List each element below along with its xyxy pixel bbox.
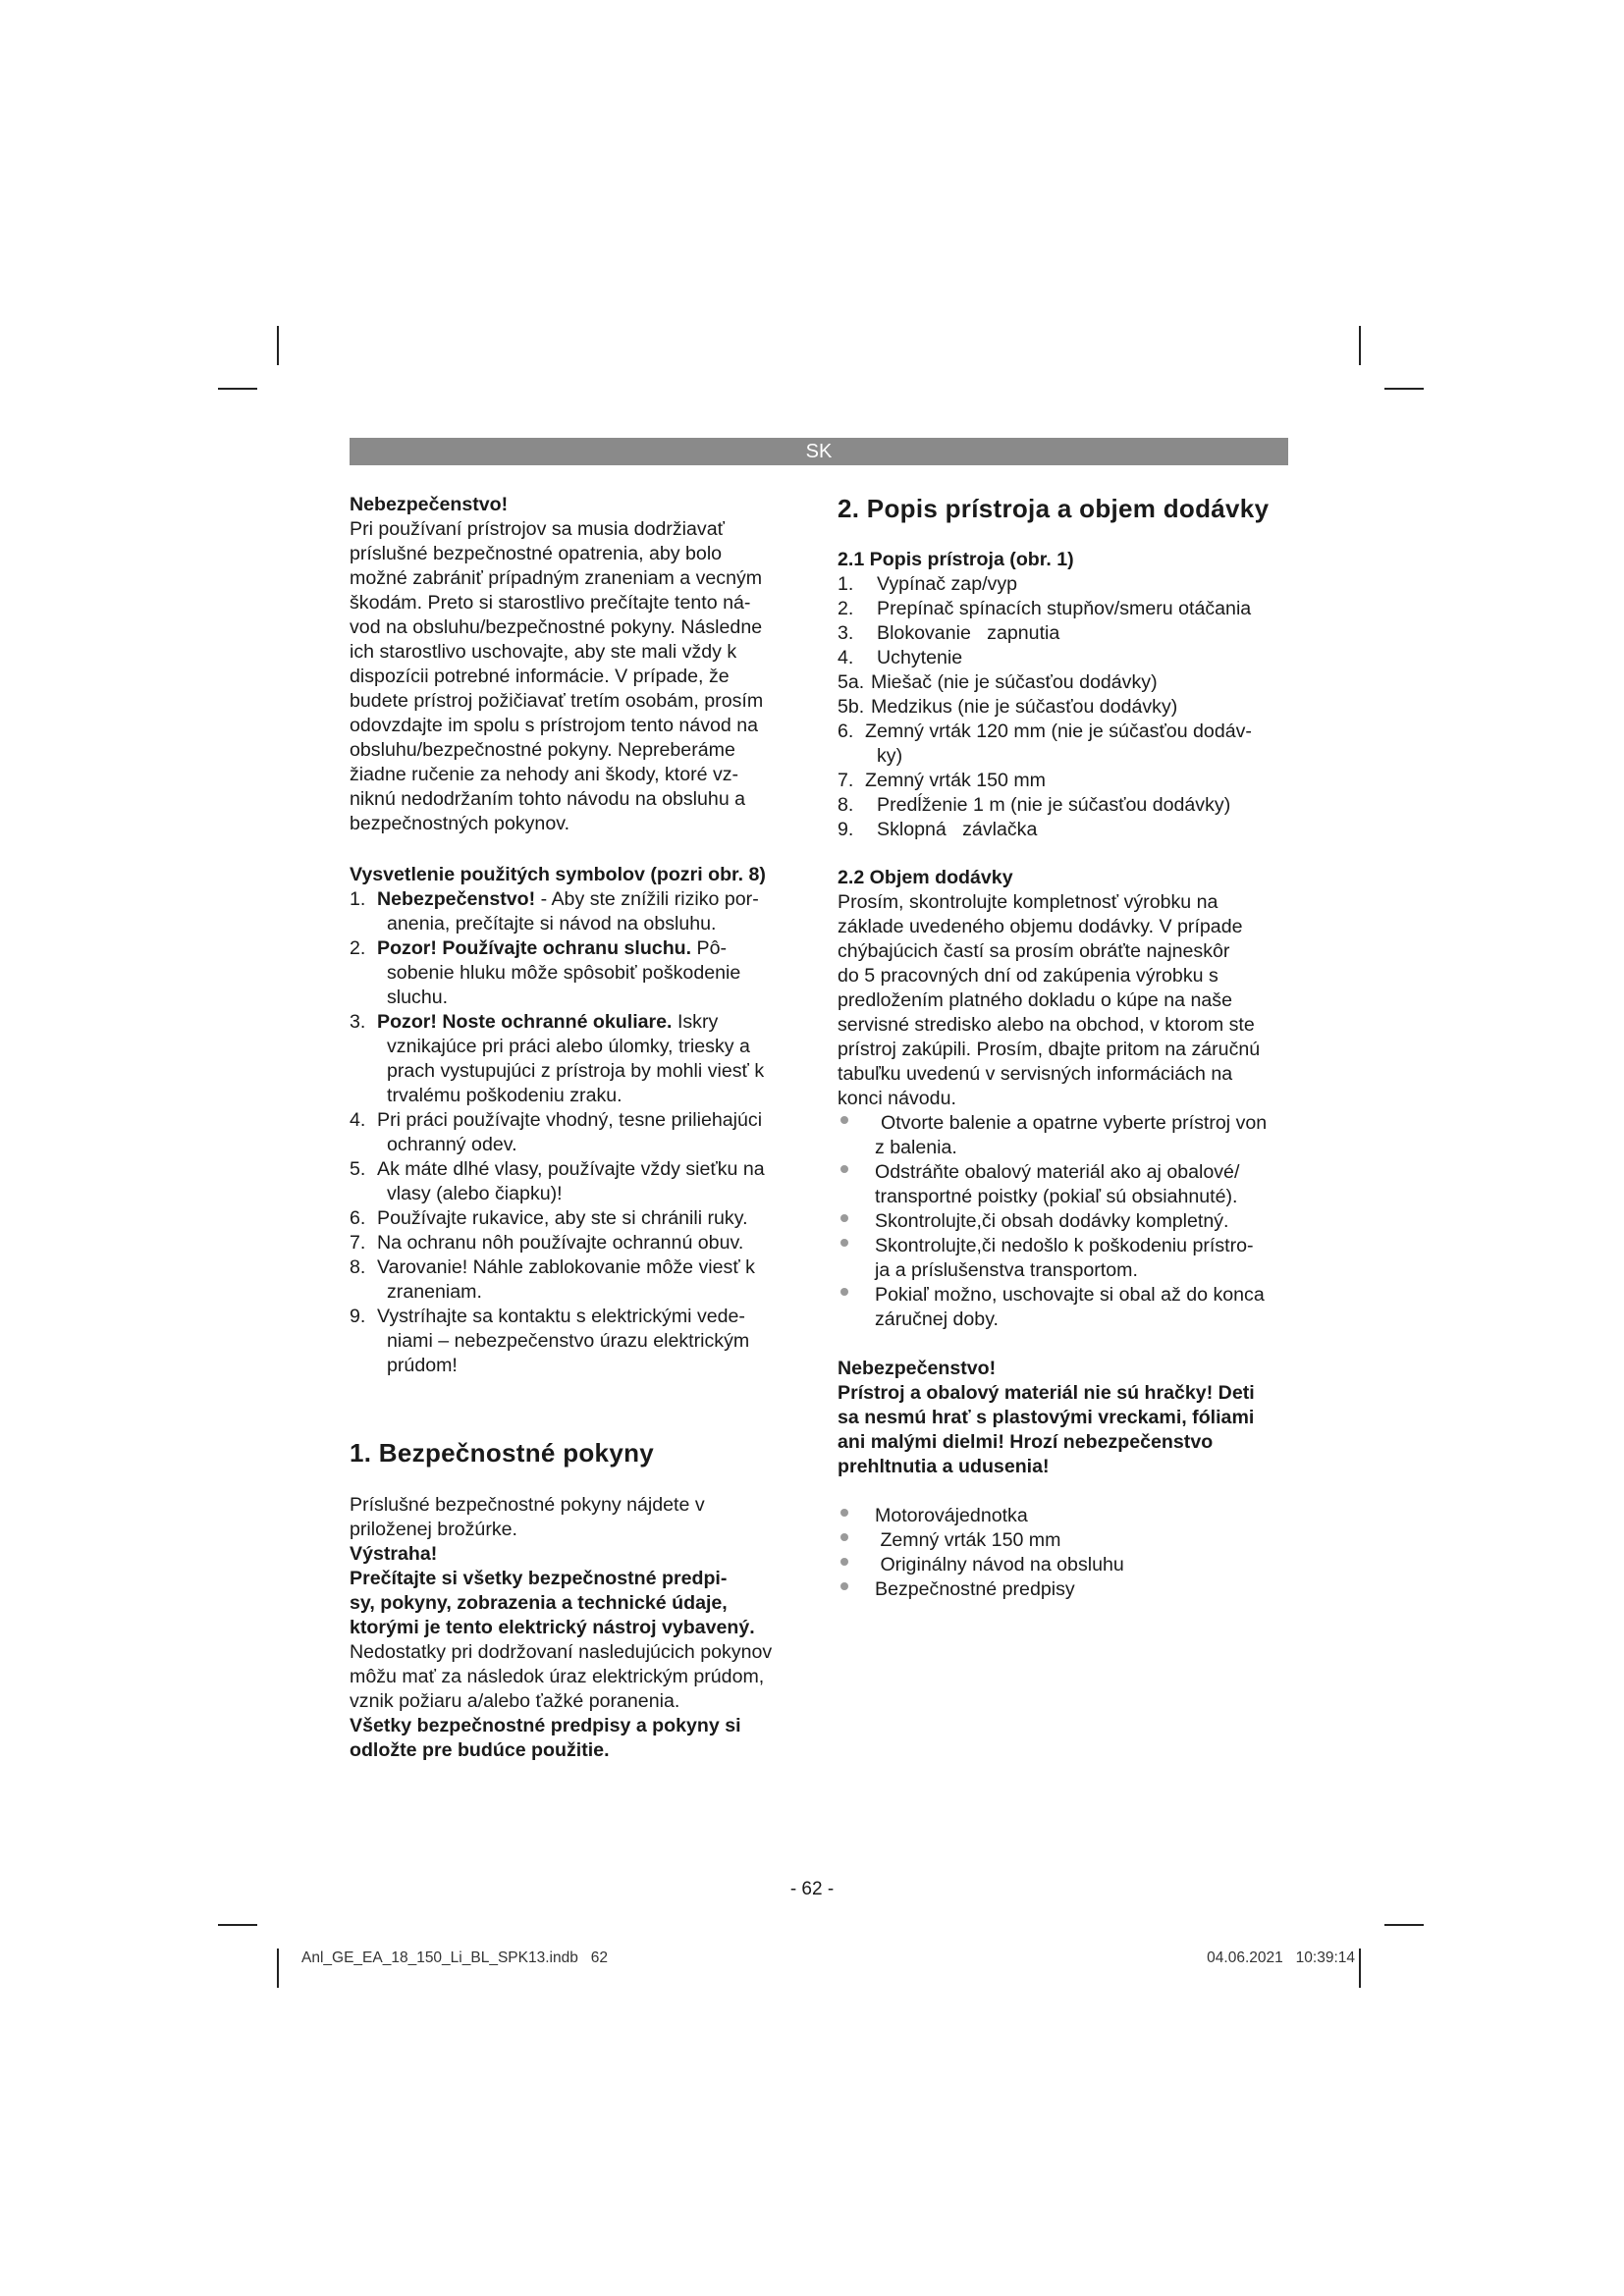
bullet-icon bbox=[840, 1509, 848, 1517]
bullet-item bbox=[838, 1111, 1291, 1160]
text-line: Prečítajte si všetky bezpečnostné predpi- bbox=[350, 1568, 728, 1589]
list-number: 7. bbox=[838, 770, 854, 791]
text-line: ktorými je tento elektrický nástroj vybavený. bbox=[350, 1617, 755, 1638]
text-line: sobenie hluku môže spôsobiť poškodenie bbox=[387, 962, 741, 984]
text-line: Motorovájednotka bbox=[875, 1505, 1028, 1526]
text-line: Sklopná závlačka bbox=[877, 819, 1038, 840]
text-line: chýbajúcich častí sa prosím obráťte najneskôr bbox=[838, 940, 1230, 962]
language-header-bar: SK bbox=[350, 438, 1288, 465]
text-line: Prístroj a obalový materiál nie sú hračky! Deti bbox=[838, 1382, 1255, 1404]
text-line: Uchytenie bbox=[877, 647, 963, 668]
subsection-2-2-paragraph bbox=[838, 890, 1291, 1111]
bullet-item bbox=[838, 1209, 1291, 1234]
text-line: Otvorte balenie a opatrne vyberte prístroj von bbox=[881, 1112, 1268, 1134]
danger-2-title: Nebezpečenstvo! bbox=[838, 1358, 997, 1379]
footer-filename: Anl_GE_EA_18_150_Li_BL_SPK13.indb 62 bbox=[301, 1949, 608, 1966]
text-line: Blokovanie zapnutia bbox=[877, 622, 1060, 644]
bullet-icon bbox=[840, 1582, 848, 1590]
warning-bold-text bbox=[350, 1567, 811, 1640]
text-line: Skontrolujte,či nedošlo k poškodeniu prístro- bbox=[875, 1235, 1254, 1256]
text-line: Zemný vrták 150 mm bbox=[865, 770, 1047, 791]
page-number: - 62 - bbox=[789, 1879, 835, 1899]
bullet-item bbox=[838, 1553, 1291, 1577]
list-number: 5. bbox=[350, 1158, 366, 1180]
crop-mark bbox=[277, 326, 279, 365]
text-line: žiadne ručenie za nehody ani škody, ktoré vz- bbox=[350, 764, 739, 785]
text-line: dispozícii potrebné informácie. V prípade, že bbox=[350, 666, 730, 687]
list-item bbox=[350, 936, 811, 1010]
text-line: do 5 pracovných dní od zakúpenia výrobku s bbox=[838, 965, 1218, 987]
list-number: 1. bbox=[838, 573, 854, 595]
text-line: vlasy (alebo čiapku)! bbox=[387, 1183, 563, 1204]
list-item bbox=[838, 695, 1291, 720]
text-line: bezpečnostných pokynov. bbox=[350, 813, 570, 834]
text-line: Na ochranu nôh používajte ochrannú obuv. bbox=[377, 1232, 744, 1254]
text-line: priloženej brožúrke. bbox=[350, 1519, 517, 1540]
list-number: 8. bbox=[350, 1256, 366, 1278]
text-line: ich starostlivo uschovajte, aby ste mali vždy k bbox=[350, 641, 737, 663]
list-number: 2. bbox=[838, 598, 854, 619]
list-item bbox=[350, 1255, 811, 1305]
list-item bbox=[350, 1157, 811, 1206]
bullet-icon bbox=[840, 1165, 848, 1173]
text-line: odovzdajte im spolu s prístrojom tento návod na bbox=[350, 715, 759, 736]
bullet-icon bbox=[840, 1558, 848, 1566]
text-line: sluchu. bbox=[387, 987, 449, 1008]
left-column bbox=[350, 493, 811, 1763]
bullet-item bbox=[838, 1504, 1291, 1528]
footer-datetime: 04.06.2021 10:39:14 bbox=[1207, 1949, 1355, 1966]
unpacking-checklist bbox=[838, 1111, 1291, 1332]
list-item bbox=[838, 597, 1291, 621]
crop-mark bbox=[218, 388, 257, 390]
parts-list bbox=[838, 572, 1291, 842]
text-line: sy, pokyny, zobrazenia a technické údaje, bbox=[350, 1592, 728, 1614]
bullet-item bbox=[838, 1234, 1291, 1283]
text-line: Pri používaní prístrojov sa musia dodržiavať bbox=[350, 518, 725, 540]
text-line: vznik požiaru a/alebo ťažké poranenia. bbox=[350, 1690, 680, 1712]
bullet-icon bbox=[840, 1214, 848, 1222]
text-line: Medzikus (nie je súčasťou dodávky) bbox=[871, 696, 1178, 718]
delivery-list bbox=[838, 1504, 1291, 1602]
text-line: ani malými dielmi! Hrozí nebezpečenstvo bbox=[838, 1431, 1214, 1453]
subsection-2-1-title: 2.1 Popis prístroja (obr. 1) bbox=[838, 549, 1074, 570]
list-number: 4. bbox=[838, 647, 854, 668]
text-line: záručnej doby. bbox=[875, 1308, 999, 1330]
text-line: tabuľku uvedenú v servisných informáciách na bbox=[838, 1063, 1233, 1085]
list-item bbox=[838, 572, 1291, 597]
bullet-icon bbox=[840, 1533, 848, 1541]
danger-2-text bbox=[838, 1381, 1291, 1479]
text-line: škodám. Preto si starostlivo prečítajte tento ná- bbox=[350, 592, 751, 614]
text-line: ochranný odev. bbox=[387, 1134, 517, 1155]
text-line: sa nesmú hrať s plastovými vreckami, fóliami bbox=[838, 1407, 1255, 1428]
bullet-item bbox=[838, 1160, 1291, 1209]
list-item-bold: Pozor! Noste ochranné okuliare. bbox=[377, 1011, 673, 1033]
list-item bbox=[838, 720, 1291, 769]
bullet-item bbox=[838, 1283, 1291, 1332]
crop-mark bbox=[1384, 1924, 1424, 1926]
list-item bbox=[350, 1231, 811, 1255]
text-line: anenia, prečítajte si návod na obsluhu. bbox=[387, 913, 717, 934]
section-2-heading: 2. Popis prístroja a objem dodávky bbox=[838, 494, 1270, 523]
text-line: Vypínač zap/vyp bbox=[877, 573, 1018, 595]
list-item bbox=[838, 793, 1291, 818]
text-line: odložte pre budúce použitie. bbox=[350, 1739, 610, 1761]
text-line: Pokiaľ možno, uschovajte si obal až do konca bbox=[875, 1284, 1265, 1306]
text-line: Odstráňte obalový materiál ako aj obalové/ bbox=[875, 1161, 1240, 1183]
text-line: Príslušné bezpečnostné pokyny nájdete v bbox=[350, 1494, 705, 1516]
list-item bbox=[350, 1108, 811, 1157]
text-line: Miešač (nie je súčasťou dodávky) bbox=[871, 671, 1158, 693]
list-item-bold: Nebezpečenstvo! bbox=[377, 888, 536, 910]
text-line: obsluhu/bezpečnostné pokyny. Nepreberáme bbox=[350, 739, 735, 761]
bullet-icon bbox=[840, 1239, 848, 1247]
text-line: prúdom! bbox=[387, 1355, 458, 1376]
list-item bbox=[350, 1305, 811, 1378]
text-line: predložením platného dokladu o kúpe na naše bbox=[838, 989, 1232, 1011]
text-line: Originálny návod na obsluhu bbox=[875, 1554, 1124, 1575]
text-line: Bezpečnostné predpisy bbox=[875, 1578, 1075, 1600]
bullet-item bbox=[838, 1577, 1291, 1602]
text-line: vod na obsluhu/bezpečnostné pokyny. Následne bbox=[350, 616, 763, 638]
text-line: Ak máte dlhé vlasy, používajte vždy sieťku na bbox=[377, 1158, 765, 1180]
crop-mark bbox=[1359, 1949, 1361, 1988]
list-number: 3. bbox=[350, 1011, 366, 1033]
symbols-title: Vysvetlenie použitých symbolov (pozri obr. 8) bbox=[350, 864, 766, 885]
list-item bbox=[350, 1206, 811, 1231]
text-line: z balenia. bbox=[875, 1137, 957, 1158]
list-item-bold: Pozor! Používajte ochranu sluchu. bbox=[377, 937, 692, 959]
right-column bbox=[838, 493, 1291, 1602]
list-number: 8. bbox=[838, 794, 854, 816]
list-number: 5b. bbox=[838, 696, 865, 718]
text-line: Všetky bezpečnostné predpisy a pokyny si bbox=[350, 1715, 741, 1736]
list-item bbox=[838, 818, 1291, 842]
crop-mark bbox=[218, 1924, 257, 1926]
bullet-icon bbox=[840, 1288, 848, 1296]
text-line: Varovanie! Náhle zablokovanie môže viesť k bbox=[377, 1256, 755, 1278]
crop-mark bbox=[277, 1949, 279, 1988]
text-line: Zemný vrták 120 mm (nie je súčasťou dodáv- bbox=[865, 721, 1252, 742]
symbols-list bbox=[350, 887, 811, 1378]
text-line: - Aby ste znížili riziko por- bbox=[535, 888, 759, 910]
list-number: 9. bbox=[838, 819, 854, 840]
list-number: 9. bbox=[350, 1306, 366, 1327]
section-1-intro bbox=[350, 1493, 811, 1542]
text-line: zraneniam. bbox=[387, 1281, 482, 1303]
text-line: transportné poistky (pokiaľ sú obsiahnuté). bbox=[875, 1186, 1238, 1207]
subsection-2-2-title: 2.2 Objem dodávky bbox=[838, 867, 1013, 888]
text-line: servisné stredisko alebo na obchod, v ktorom ste bbox=[838, 1014, 1255, 1036]
crop-mark bbox=[1384, 388, 1424, 390]
list-number: 7. bbox=[350, 1232, 366, 1254]
warning-text bbox=[350, 1640, 811, 1714]
bullet-icon bbox=[840, 1116, 848, 1124]
text-line: niknú nedodržaním tohto návodu na obsluhu a bbox=[350, 788, 746, 810]
list-item bbox=[350, 1010, 811, 1108]
text-line: môžu mať za následok úraz elektrickým prúdom, bbox=[350, 1666, 765, 1687]
list-item bbox=[838, 646, 1291, 670]
text-line: možné zabrániť prípadným zraneniam a vecným bbox=[350, 567, 763, 589]
list-item bbox=[838, 670, 1291, 695]
text-line: trvalému poškodeniu zraku. bbox=[387, 1085, 623, 1106]
text-line: základe uvedeného objemu dodávky. V prípade bbox=[838, 916, 1243, 937]
text-line: Používajte rukavice, aby ste si chránili ruky. bbox=[377, 1207, 748, 1229]
text-line: Predĺženie 1 m (nie je súčasťou dodávky) bbox=[877, 794, 1231, 816]
text-line: Prosím, skontrolujte kompletnosť výrobku na bbox=[838, 891, 1218, 913]
text-line: ky) bbox=[877, 745, 903, 767]
list-number: 1. bbox=[350, 888, 366, 910]
text-line: vznikajúce pri práci alebo úlomky, triesky a bbox=[387, 1036, 750, 1057]
text-line: Pô- bbox=[691, 937, 728, 959]
text-line: konci návodu. bbox=[838, 1088, 956, 1109]
text-line: Prepínač spínacích stupňov/smeru otáčania bbox=[877, 598, 1252, 619]
list-number: 4. bbox=[350, 1109, 366, 1131]
list-item bbox=[350, 887, 811, 936]
text-line: ja a príslušenstva transportom. bbox=[875, 1259, 1138, 1281]
text-line: prístroj zakúpili. Prosím, dbajte pritom na záručnú bbox=[838, 1039, 1261, 1060]
warning-title: Výstraha! bbox=[350, 1543, 438, 1565]
list-number: 6. bbox=[350, 1207, 366, 1229]
list-number: 5a. bbox=[838, 671, 865, 693]
text-line: Pri práci používajte vhodný, tesne priliehajúci bbox=[377, 1109, 763, 1131]
text-line: prehltnutia a udusenia! bbox=[838, 1456, 1050, 1477]
section-1-heading: 1. Bezpečnostné pokyny bbox=[350, 1438, 655, 1468]
text-line: Skontrolujte,či obsah dodávky kompletný. bbox=[875, 1210, 1229, 1232]
list-item bbox=[838, 769, 1291, 793]
text-line: Iskry bbox=[672, 1011, 719, 1033]
text-line: prach vystupujúci z prístroja by mohli viesť k bbox=[387, 1060, 765, 1082]
warning-final-text bbox=[350, 1714, 811, 1763]
danger-paragraph bbox=[350, 517, 811, 836]
list-number: 6. bbox=[838, 721, 854, 742]
text-line: budete prístroj požičiavať tretím osobám, prosím bbox=[350, 690, 764, 712]
text-line: príslušné bezpečnostné opatrenia, aby bolo bbox=[350, 543, 723, 564]
list-number: 3. bbox=[838, 622, 854, 644]
bullet-item bbox=[838, 1528, 1291, 1553]
text-line: Zemný vrták 150 mm bbox=[875, 1529, 1061, 1551]
text-line: Vystríhajte sa kontaktu s elektrickými vede- bbox=[377, 1306, 745, 1327]
crop-mark bbox=[1359, 326, 1361, 365]
list-item bbox=[838, 621, 1291, 646]
danger-title: Nebezpečenstvo! bbox=[350, 494, 509, 515]
list-number: 2. bbox=[350, 937, 366, 959]
text-line: niami – nebezpečenstvo úrazu elektrickým bbox=[387, 1330, 750, 1352]
text-line: Nedostatky pri dodržovaní nasledujúcich pokynov bbox=[350, 1641, 773, 1663]
